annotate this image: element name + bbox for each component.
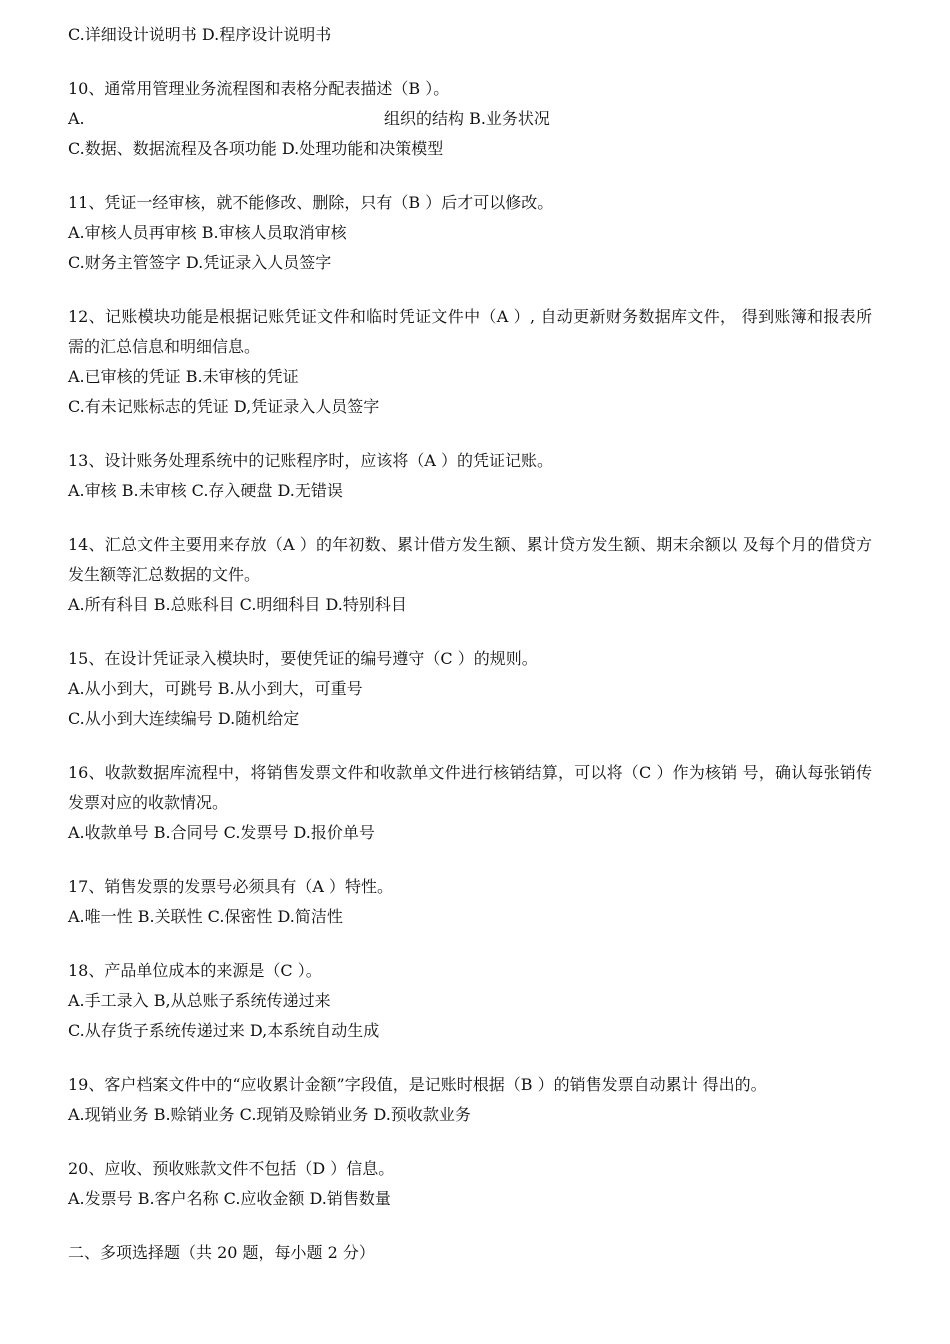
q10-option-a-rest: 组织的结构 B.业务状况	[384, 109, 550, 128]
spacer	[68, 1130, 872, 1154]
spacer	[68, 1046, 872, 1070]
q14-stem: 14、汇总文件主要用来存放（A ）的年初数、累计借方发生额、累计贷方发生额、期末余额以 及每个月的借贷方发生额等汇总数据的文件。	[68, 535, 872, 584]
q12-options-cd: C.有未记账标志的凭证 D,凭证录入人员签字	[68, 397, 380, 416]
q13-stem: 13、设计账务处理系统中的记账程序时，应该将（A ）的凭证记账。	[68, 451, 554, 470]
q19-options: A.现销业务 B.赊销业务 C.现销及赊销业务 D.预收款业务	[68, 1105, 471, 1124]
q19-stem: 19、客户档案文件中的“应收累计金额”字段值，是记账时根据（B ）的销售发票自动累计 得出的。	[68, 1075, 767, 1094]
q17-stem: 17、销售发票的发票号必须具有（A ）特性。	[68, 877, 394, 896]
q10-options-cd: C.数据、数据流程及各项功能 D.处理功能和决策模型	[68, 139, 444, 158]
q17-options: A.唯一性 B.关联性 C.保密性 D.简洁性	[68, 907, 343, 926]
q11-stem: 11、凭证一经审核，就不能修改、删除，只有（B ）后才可以修改。	[68, 193, 554, 212]
spacer	[68, 50, 872, 74]
q12-stem: 12、记账模块功能是根据记账凭证文件和临时凭证文件中（A ）, 自动更新财务数据库文件， 得到账簿和报表所需的汇总信息和明细信息。	[68, 307, 872, 356]
spacer	[68, 1214, 872, 1238]
spacer	[68, 278, 872, 302]
spacer	[68, 506, 872, 530]
spacer	[68, 932, 872, 956]
spacer	[68, 164, 872, 188]
spacer	[68, 734, 872, 758]
spacer	[68, 848, 872, 872]
q20-stem: 20、应收、预收账款文件不包括（D ）信息。	[68, 1159, 395, 1178]
q11-options-cd: C.财务主管签字 D.凭证录入人员签字	[68, 253, 332, 272]
q10-options-ab	[68, 104, 872, 134]
q18-options-cd: C.从存货子系统传递过来 D,本系统自动生成	[68, 1021, 380, 1040]
q16-options: A.收款单号 B.合同号 C.发票号 D.报价单号	[68, 823, 375, 842]
q18-options-ab: A.手工录入 B,从总账子系统传递过来	[68, 991, 331, 1010]
q12-options-ab: A.已审核的凭证 B.未审核的凭证	[68, 367, 299, 386]
q15-options-ab: A.从小到大，可跳号 B.从小到大，可重号	[68, 679, 363, 698]
q10-option-a-label: A.	[68, 109, 85, 128]
q14-options: A.所有科目 B.总账科目 C.明细科目 D.特别科目	[68, 595, 407, 614]
section-heading-multiple-choice: 二、多项选择题（共 20 题，每小题 2 分）	[68, 1243, 375, 1262]
q15-stem: 15、在设计凭证录入模块时，要使凭证的编号遵守（C ）的规则。	[68, 649, 538, 668]
q16-stem: 16、收款数据库流程中，将销售发票文件和收款单文件进行核销结算，可以将（C ）作为核销 号，确认每张销传发票对应的收款情况。	[68, 763, 872, 812]
spacer	[68, 422, 872, 446]
q11-options-ab: A.审核人员再审核 B.审核人员取消审核	[68, 223, 347, 242]
q13-options: A.审核 B.未审核 C.存入硬盘 D.无错误	[68, 481, 343, 500]
spacer	[68, 620, 872, 644]
q15-options-cd: C.从小到大连续编号 D.随机给定	[68, 709, 300, 728]
q18-stem: 18、产品单位成本的来源是（C ）。	[68, 961, 322, 980]
q20-options: A.发票号 B.客户名称 C.应收金额 D.销售数量	[68, 1189, 391, 1208]
q9-options-cd: C.详细设计说明书 D.程序设计说明书	[68, 25, 332, 44]
q10-stem: 10、通常用管理业务流程图和表格分配表描述（B ）。	[68, 79, 450, 98]
